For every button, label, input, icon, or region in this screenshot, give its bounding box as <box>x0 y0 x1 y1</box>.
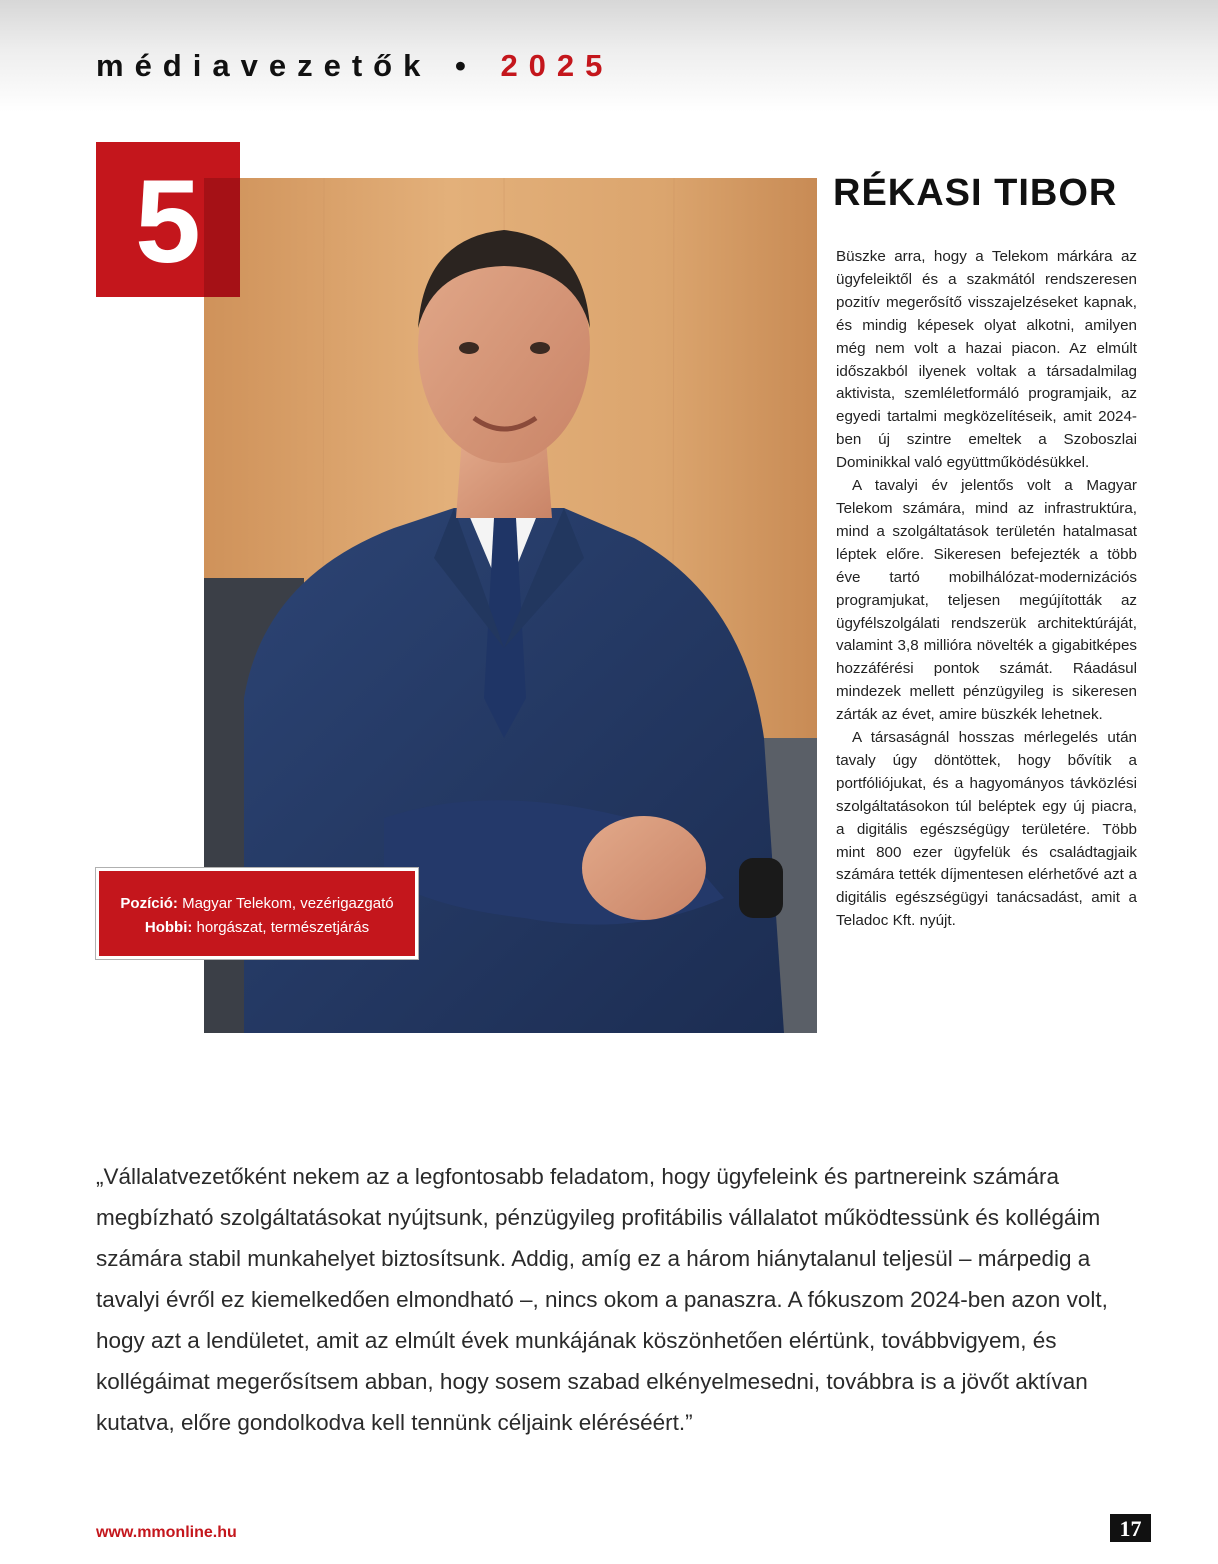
footer-url[interactable]: www.mmonline.hu <box>96 1524 237 1541</box>
page-number: 17 <box>1110 1514 1151 1542</box>
article-paragraph: A társaságnál hosszas mérlegelés után tavaly úgy döntöttek, hogy bővítik a portfóliójukat, és a hagyományos távközlési szolgáltatásokon túl beléptek egy új piacra, a digitális egészségügy területére. Több mint 800 ezer ügyfelük és családtagjaik számára tették díjmentesen elérhetővé azt a digitális egészségügyi tanácsadást, amit a Teladoc Kft. nyújt. <box>836 729 1137 930</box>
article-paragraph: A tavalyi év jelentős volt a Magyar Telekom számára, mind az infrastruktúra, mind a szolgáltatások területén hatalmasat léptek előre. Sikeresen befejezték a több éve tartó mobilhálózat-modernizációs programjukat, teljesen megújították az ügyfélszolgálati rendszerük architektúráját, valamint 3,8 millióra növelték a gigabitképes hozzáférési pontok számát. Ráadásul mindezek mellett pénzügyileg is sikeresen zárták az évet, amire büszkék lehetnek. <box>836 477 1137 724</box>
pull-quote: „Vállalatvezetőként nekem az a legfontosabb feladatom, hogy ügyfeleink és partnereink számára megbízható szolgáltatásokat nyújtsunk, pénzügyileg profitábilis vállalatot működtessünk és kollégáim számára stabil munkahelyet biztosítsunk. Addig, amíg ez a három hiánytalanul teljesül – márpedig a tavalyi évről ez kiemelkedően elmondható –, nincs okom a panaszra. A fókuszom 2024-ben azon volt, hogy azt a lendületet, amit az elmúlt évek munkájának köszönhetően elértünk, továbbvigyem, és kollégáimat megerősítsem abban, hogy sosem szabad elkényelmesedni, továbbra is a jövőt aktívan kutatva, előre gondolkodva kell tennünk céljaink eléréséért.” <box>96 1164 1108 1435</box>
caption-position-row <box>99 893 415 915</box>
masthead <box>96 46 613 86</box>
profile-caption <box>96 868 418 959</box>
masthead-year: 2025 <box>500 48 614 83</box>
masthead-separator: • <box>454 48 477 83</box>
masthead-word: médiavezetők <box>96 48 432 83</box>
person-name: RÉKASI TIBOR <box>833 172 1118 214</box>
caption-position-value: Magyar Telekom, vezérigazgató <box>182 895 394 912</box>
rank-badge <box>96 142 240 297</box>
caption-position-label: Pozíció: <box>120 895 178 912</box>
rank-number: 5 <box>135 156 201 288</box>
article-body <box>836 246 1137 933</box>
article-paragraph: Büszke arra, hogy a Telekom márkára az ügyfeleiktől és a szakmától rendszeresen pozitív megerősítő visszajelzéseket kapnak, és mindig képesek olyat alkotni, amilyen még nem volt a hazai piacon. Az elmúlt időszakból ilyenek voltak a társadalmilag aktivista, szemléletformáló programjaik, az egyedi tartalmi megközelítéseik, amit 2024-ben új szintre emeltek a Szoboszlai Dominikkal való együttműködésükkel. <box>836 248 1137 472</box>
caption-hobby-value: horgászat, természetjárás <box>196 919 370 936</box>
rank-badge-overlay <box>204 178 240 297</box>
caption-hobby-label: Hobbi: <box>144 919 193 936</box>
caption-hobby-row <box>99 917 415 939</box>
